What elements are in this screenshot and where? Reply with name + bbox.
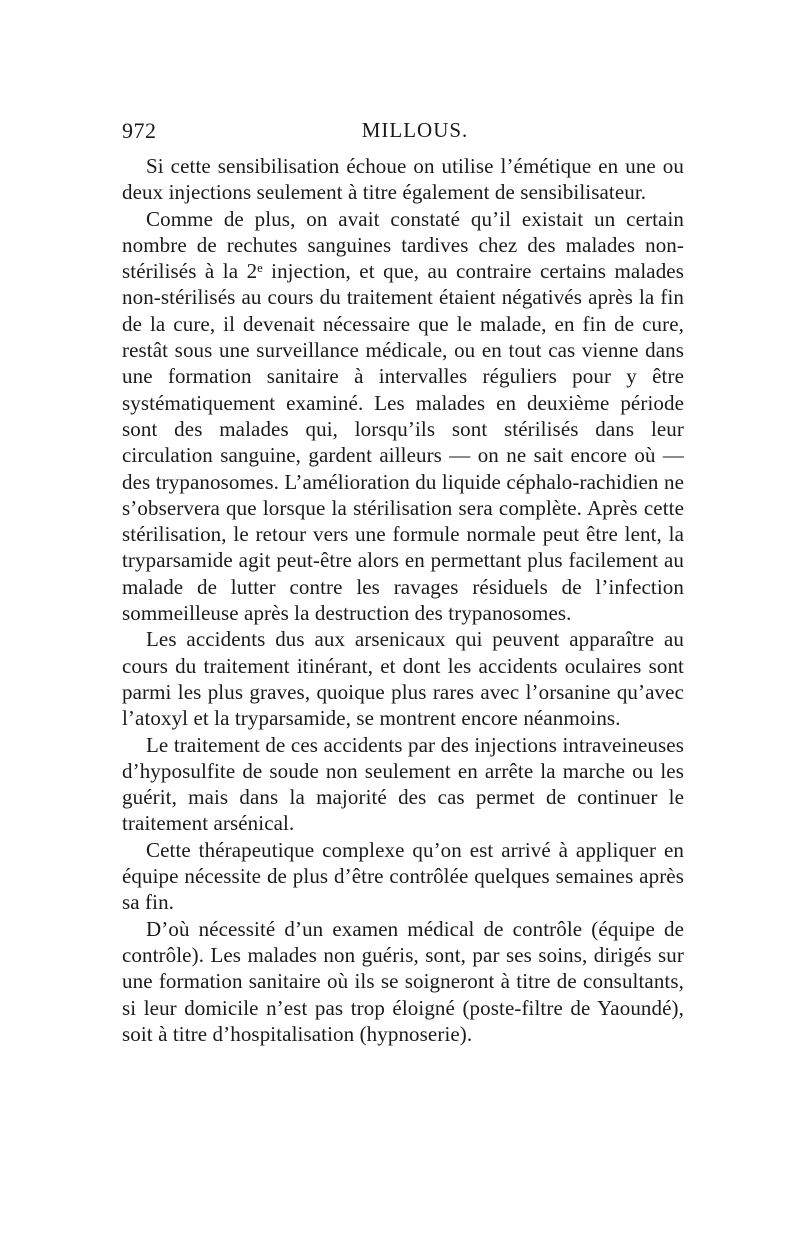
- paragraph-traitement-accidents: Le traitement de ces accidents par des injections intraveineuses d’hyposulfite de soude non seulement en arrête la marche ou les guérit, mais dans la majorité des cas permet de continuer le traitement arsénical.: [122, 732, 684, 836]
- paragraph-therapeutique: Cette thérapeutique complexe qu’on est arrivé à appliquer en équipe nécessite de plus d’être contrôlée quelques semaines après sa fin.: [122, 837, 684, 915]
- paragraph-rechutes: Comme de plus, on avait constaté qu’il existait un certain nombre de rechutes sanguines tardives chez des malades non-stérilisés à la 2ᵉ injection, et que, au contraire certains malades non-stérilisés au cours du traitement étaient négativés après la fin de la cure, il devenait nécessaire que le malade, en fin de cure, restât sous une surveillance médicale, ou en tout cas vienne dans une formation sanitaire à intervalles réguliers pour y être systématiquement examiné. Les malades en deuxième période sont des malades qui, lorsqu’ils sont stérilisés dans leur circulation sanguine, gardent ailleurs — on ne sait encore où — des trypanosomes. L’amélioration du liquide céphalo-rachidien ne s’observera que lorsque la stérilisation sera complète. Après cette stérilisation, le retour vers une formule normale peut être lent, la tryparsamide agit peut-être alors en permettant plus facilement au malade de lutter contre les ravages résiduels de l’infection sommeilleuse après la destruction des trypanosomes.: [122, 206, 684, 626]
- running-head: [122, 118, 684, 146]
- paragraph-accidents-arsenicaux: Les accidents dus aux arsenicaux qui peuvent apparaître au cours du traitement itinérant, et dont les accidents oculaires sont parmi les plus graves, quoique plus rares avec l’orsanine qu’avec l’atoxyl et la tryparsamide, se montrent encore néanmoins.: [122, 627, 684, 731]
- paragraph-controle: D’où nécessité d’un examen médical de contrôle (équipe de contrôle). Les malades non guéris, sont, par ses soins, dirigés sur une formation sanitaire où ils se soigneront à titre de consultants, si leur domicile n’est pas trop éloigné (poste-filtre de Yaoundé), soit à titre d’hospitalisation (hypnoserie).: [122, 916, 684, 1046]
- paragraph-sensibilisation: Si cette sensibilisation échoue on utilise l’émétique en une ou deux injections seulement à titre également de sensibilisateur.: [122, 154, 684, 205]
- page-number: 972: [122, 118, 157, 143]
- body-text: [122, 153, 684, 1047]
- running-title: MILLOUS.: [361, 118, 469, 142]
